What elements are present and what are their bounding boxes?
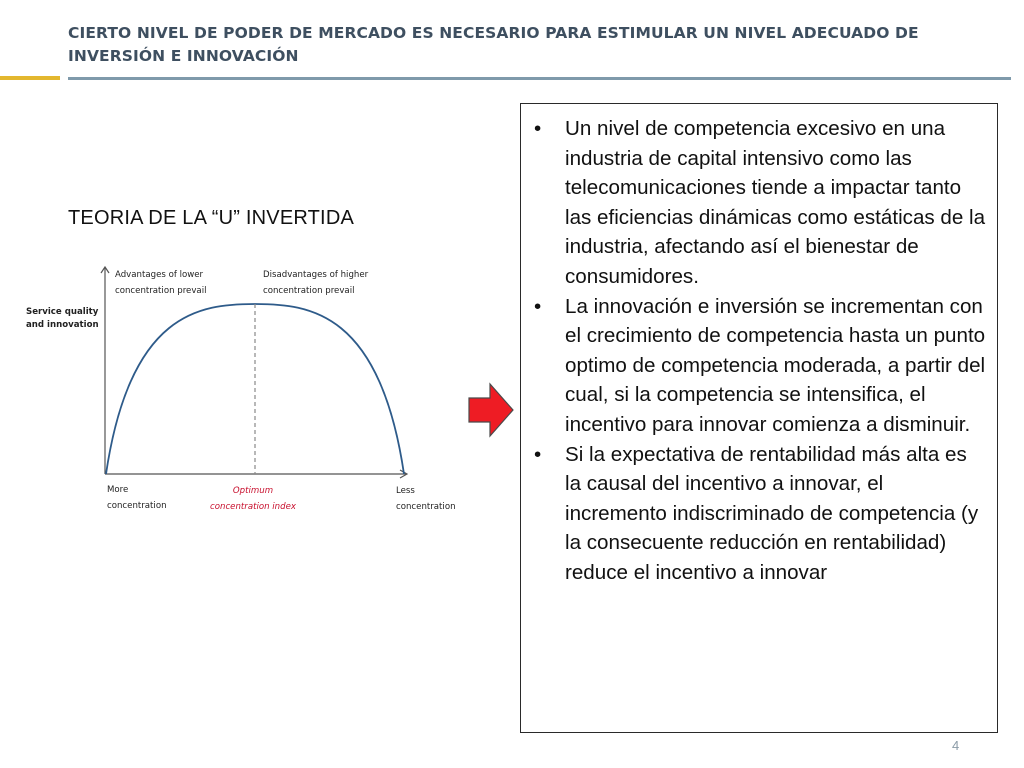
bullet-text-box	[520, 103, 998, 733]
theory-title: TEORIA DE LA “U” INVERTIDA	[68, 207, 355, 229]
bullet-item	[533, 114, 987, 292]
x-axis-left-label-2: concentration	[107, 501, 167, 511]
right-arrow-icon	[466, 380, 516, 440]
bullet-item	[533, 440, 987, 588]
title-underline-bar	[68, 77, 1011, 80]
bullet-item	[533, 292, 987, 440]
y-axis-label: Service quality	[26, 307, 99, 317]
bullet-list	[533, 114, 987, 588]
slide-title: CIERTO NIVEL DE PODER DE MERCADO ES NECESARIO PARA ESTIMULAR UN NIVEL ADECUADO DE INVERSIÓN E INNOVACIÓN	[68, 24, 919, 65]
bullet-symbol: •	[534, 442, 542, 466]
page-number: 4	[952, 738, 960, 753]
bullet-text: Un nivel de competencia excesivo en una industria de capital intensivo como las telecomunicaciones tiende a impactar tanto las eficiencias dinámicas como estáticas de la industria, afectando así el bienestar de consumidores.	[565, 117, 986, 288]
bullet-symbol: •	[534, 117, 542, 140]
left-region-note: Advantages of lower	[115, 270, 204, 280]
title-accent-bar-gold	[0, 76, 60, 80]
bullet-symbol: •	[534, 294, 542, 318]
x-axis-optimum-label: Optimum	[232, 486, 274, 496]
right-region-note: Disadvantages of higher	[263, 270, 369, 280]
x-axis-right-label-2: concentration	[396, 502, 456, 512]
bullet-text: Si la expectativa de rentabilidad más alta es la causal del incentivo a innovar, el incremento indiscriminado de competencia (y la consecuente reducción en rentabilidad) reduce el incentivo a innovar	[565, 442, 979, 584]
inverted-u-diagram	[18, 262, 468, 522]
y-axis-label-2: and innovation	[26, 320, 99, 330]
x-axis-left-label: More	[107, 485, 129, 495]
x-axis-optimum-label-2: concentration index	[210, 502, 296, 512]
right-region-note-2: concentration prevail	[263, 286, 355, 296]
bullet-text: La innovación e inversión se incrementan con el crecimiento de competencia hasta un punto optimo de competencia moderada, a partir del cual, si la competencia se intensifica, el incentivo para innovar comienza a disminuir.	[565, 294, 986, 436]
right-arrow-shape	[469, 384, 513, 436]
x-axis-right-label: Less	[396, 486, 415, 496]
left-region-note-2: concentration prevail	[115, 286, 207, 296]
